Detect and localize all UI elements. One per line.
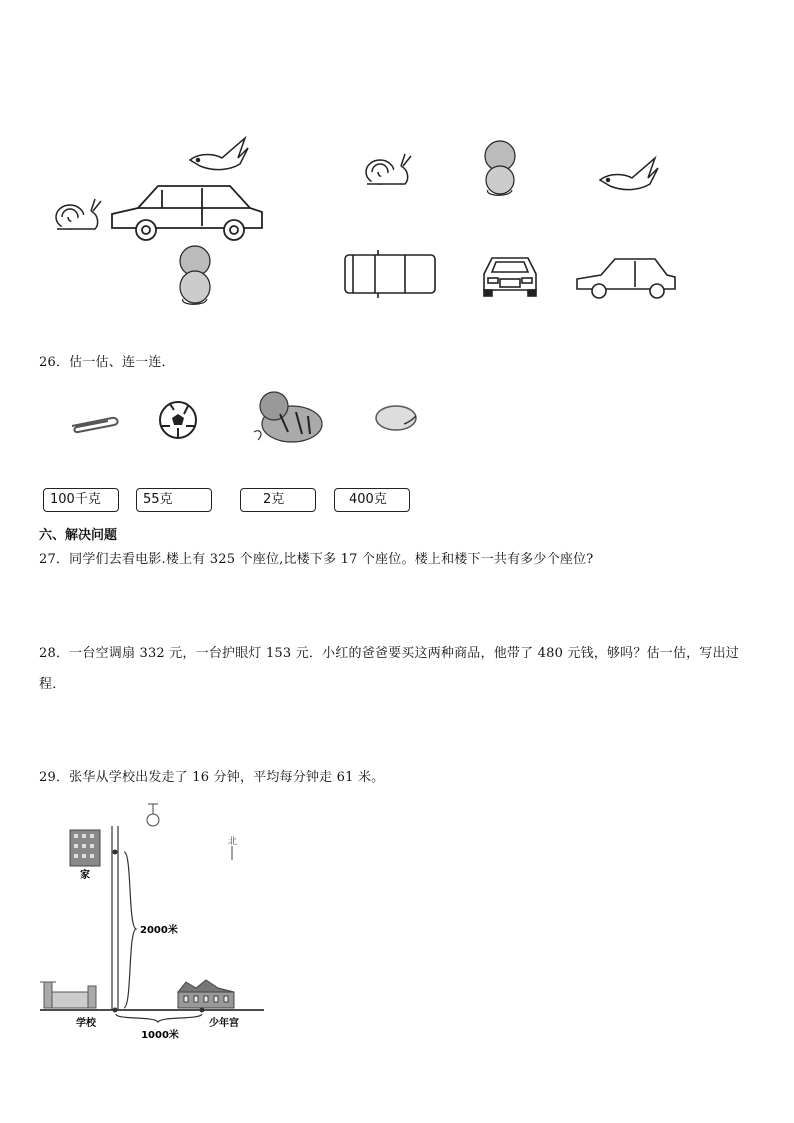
north-label: 北 xyxy=(228,837,238,847)
palace-label: 少年宫 xyxy=(209,1018,239,1029)
vertical-distance-label: 2000米 xyxy=(140,925,178,936)
q29-route-map xyxy=(36,796,276,1046)
school-label: 学校 xyxy=(76,1018,96,1029)
school-gate-icon xyxy=(40,982,96,1008)
question-26-title: 26．估一估、连一连． xyxy=(39,355,175,370)
question-27-text: 27．同学们去看电影.楼上有 325 个座位,比楼下多 17 个座位。楼上和楼下一共有多少个座位? xyxy=(39,552,594,567)
swallow-icon xyxy=(190,138,248,170)
monkey-icon xyxy=(485,141,515,195)
q26-objects-row xyxy=(60,378,440,448)
north-marker-icon xyxy=(147,804,159,826)
vertical-brace xyxy=(124,852,136,1008)
swallow-icon xyxy=(600,158,658,190)
weight-option-55g[interactable]: 55克 xyxy=(136,488,212,512)
egg-icon xyxy=(376,406,416,430)
school-point xyxy=(113,1008,118,1013)
paperclip-icon xyxy=(72,418,118,432)
soccer-ball-icon xyxy=(160,402,196,438)
snail-icon xyxy=(56,199,101,229)
position-scene-illustration xyxy=(40,110,700,310)
car-side-icon xyxy=(112,186,262,240)
question-28-line-2: 程． xyxy=(39,677,66,692)
weight-option-100kg[interactable]: 100千克 xyxy=(43,488,119,512)
weight-option-2g[interactable]: 2克 xyxy=(240,488,316,512)
snail-icon xyxy=(366,154,411,184)
monkey-icon xyxy=(180,246,210,304)
section-6-heading: 六、解决问题 xyxy=(39,528,118,543)
weight-option-400g[interactable]: 400克 xyxy=(334,488,410,512)
childrens-palace-icon xyxy=(178,980,234,1008)
horizontal-distance-label: 1000米 xyxy=(141,1030,179,1041)
home-point xyxy=(113,850,118,855)
tiger-icon xyxy=(254,392,322,442)
home-label: 家 xyxy=(80,870,90,881)
question-28-line-1: 28．一台空调扇 332 元，一台护眼灯 153 元．小红的爸爸要买这两种商品，他带了 480 元钱，够吗？估一估，写出过 xyxy=(39,646,739,661)
car-front-icon xyxy=(484,258,536,296)
car-top-icon xyxy=(345,250,435,298)
horizontal-brace xyxy=(116,1014,202,1022)
car-side-icon xyxy=(577,259,675,298)
home-building-icon xyxy=(70,830,100,866)
question-29-text: 29．张华从学校出发走了 16 分钟，平均每分钟走 61 米。 xyxy=(39,770,385,785)
north-arrow-icon xyxy=(228,835,237,860)
palace-point xyxy=(200,1008,205,1013)
